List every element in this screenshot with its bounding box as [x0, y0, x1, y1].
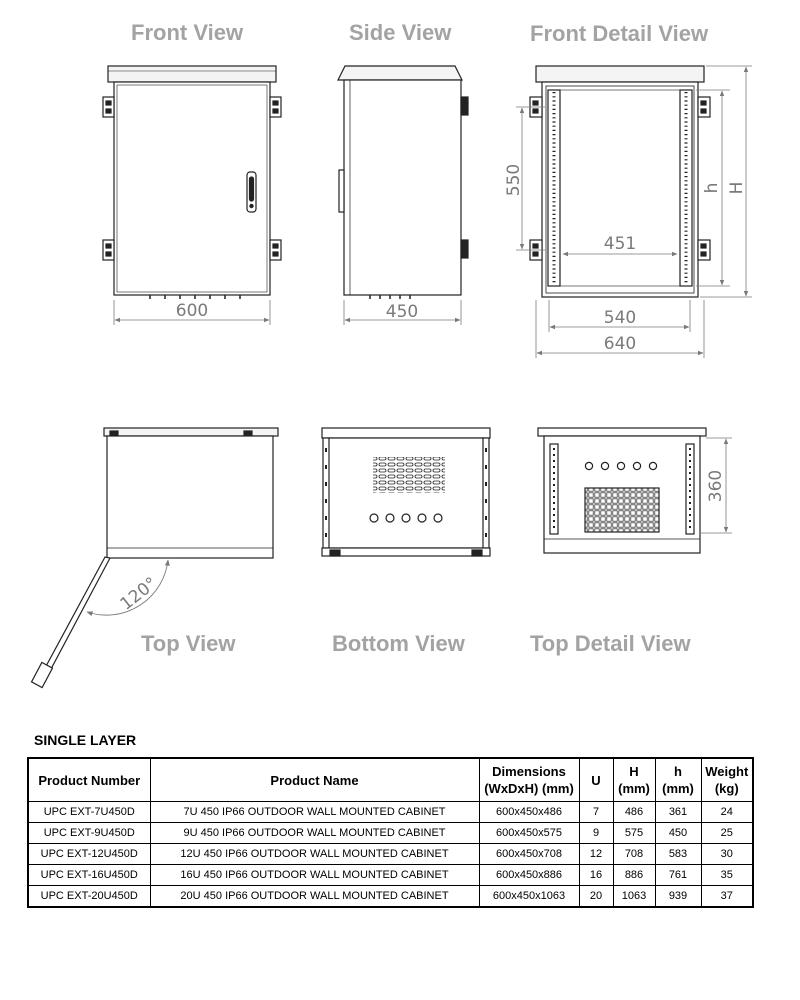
cell-weight: 25 — [701, 823, 753, 844]
cell-product-number: UPC EXT-7U450D — [28, 802, 150, 823]
detail-height-dimension: 550 — [504, 163, 524, 197]
front-view-title: Front View — [131, 20, 244, 45]
detail-inner-width-dimension: 540 — [603, 308, 637, 328]
bottom-view-drawing — [322, 428, 490, 556]
cell-h: 361 — [655, 802, 701, 823]
cell-dimensions: 600x450x486 — [479, 802, 579, 823]
cell-product-name: 12U 450 IP66 OUTDOOR WALL MOUNTED CABINET — [150, 844, 479, 865]
cell-u: 20 — [579, 886, 613, 908]
side-view-title: Side View — [349, 20, 452, 45]
cell-dimensions: 600x450x886 — [479, 865, 579, 886]
cell-dimensions: 600x450x708 — [479, 844, 579, 865]
cell-H: 486 — [613, 802, 655, 823]
table-row — [28, 802, 753, 823]
cell-h: 939 — [655, 886, 701, 908]
header-dimensions: Dimensions (WxDxH) (mm) — [479, 758, 579, 802]
top-view-drawing — [32, 428, 278, 688]
front-detail-view-title: Front Detail View — [530, 21, 709, 46]
detail-H-dimension: H — [727, 181, 747, 195]
cell-H: 708 — [613, 844, 655, 865]
cell-dimensions: 600x450x575 — [479, 823, 579, 844]
section-title: SINGLE LAYER — [34, 732, 137, 748]
header-product-name: Product Name — [150, 758, 479, 802]
bottom-view-title: Bottom View — [332, 631, 465, 656]
table-row — [28, 865, 753, 886]
door-angle-dimension: 120° — [116, 573, 162, 615]
top-view-title: Top View — [141, 631, 236, 656]
top-detail-view-drawing — [538, 428, 732, 553]
top-detail-depth-dimension: 360 — [706, 469, 726, 503]
header-u: U — [579, 758, 613, 802]
cell-h: 450 — [655, 823, 701, 844]
cell-H: 1063 — [613, 886, 655, 908]
cell-u: 9 — [579, 823, 613, 844]
cell-dimensions: 600x450x1063 — [479, 886, 579, 908]
cell-product-number: UPC EXT-12U450D — [28, 844, 150, 865]
header-h: h (mm) — [655, 758, 701, 802]
front-width-dimension: 600 — [175, 301, 209, 321]
detail-h-dimension: h — [702, 182, 722, 194]
cell-weight: 35 — [701, 865, 753, 886]
side-depth-dimension: 450 — [385, 302, 419, 322]
cell-product-name: 16U 450 IP66 OUTDOOR WALL MOUNTED CABINET — [150, 865, 479, 886]
cell-product-name: 20U 450 IP66 OUTDOOR WALL MOUNTED CABINET — [150, 886, 479, 908]
cell-product-number: UPC EXT-20U450D — [28, 886, 150, 908]
detail-outer-width-dimension: 640 — [603, 334, 637, 354]
cell-product-number: UPC EXT-16U450D — [28, 865, 150, 886]
cell-u: 7 — [579, 802, 613, 823]
top-detail-view-title: Top Detail View — [530, 631, 691, 656]
cell-weight: 37 — [701, 886, 753, 908]
header-weight: Weight (kg) — [701, 758, 753, 802]
cell-H: 575 — [613, 823, 655, 844]
detail-rack-width-dimension: 451 — [603, 234, 637, 254]
cell-h: 583 — [655, 844, 701, 865]
cell-product-name: 7U 450 IP66 OUTDOOR WALL MOUNTED CABINET — [150, 802, 479, 823]
cell-h: 761 — [655, 865, 701, 886]
header-product-number: Product Number — [28, 758, 150, 802]
side-view-drawing — [338, 66, 468, 325]
table-row — [28, 844, 753, 865]
cell-H: 886 — [613, 865, 655, 886]
cell-product-number: UPC EXT-9U450D — [28, 823, 150, 844]
header-H: H (mm) — [613, 758, 655, 802]
table-row — [28, 886, 753, 908]
front-view-drawing — [103, 66, 281, 325]
spec-table — [27, 757, 754, 908]
table-row — [28, 823, 753, 844]
cell-product-name: 9U 450 IP66 OUTDOOR WALL MOUNTED CABINET — [150, 823, 479, 844]
table-header-row — [28, 758, 753, 802]
cell-weight: 30 — [701, 844, 753, 865]
cell-weight: 24 — [701, 802, 753, 823]
cell-u: 12 — [579, 844, 613, 865]
cell-u: 16 — [579, 865, 613, 886]
